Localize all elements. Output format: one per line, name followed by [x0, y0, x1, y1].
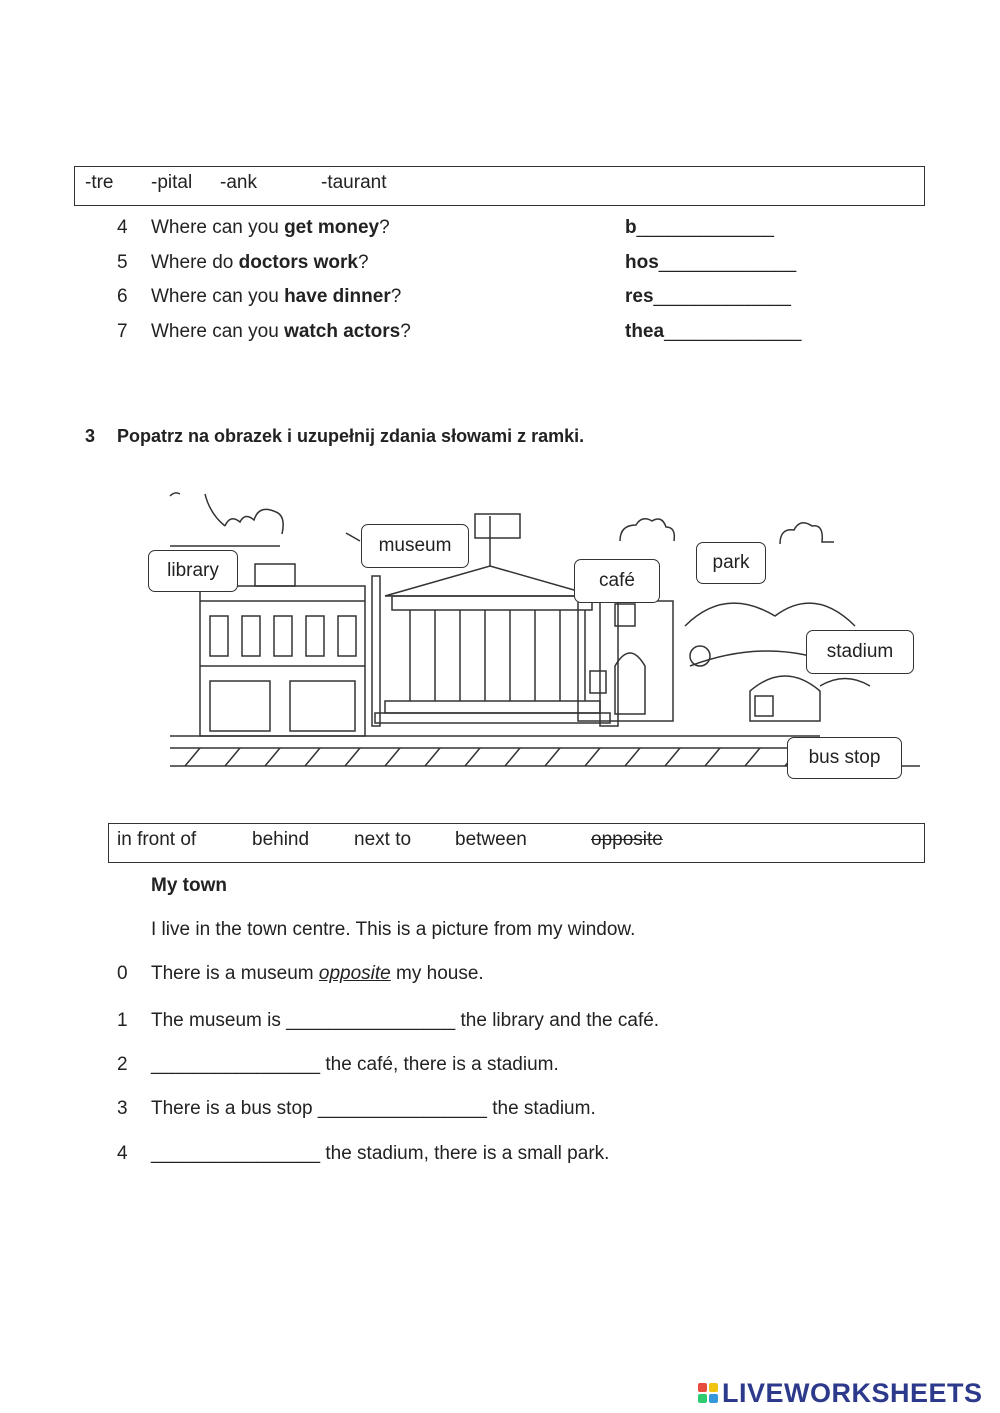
logo-square	[709, 1394, 718, 1403]
sentence: There is a museum opposite my house.	[151, 963, 484, 984]
logo-square	[698, 1383, 707, 1392]
example-answer: opposite	[318, 963, 391, 984]
word-box-item: -taurant	[321, 172, 387, 193]
sentence-number: 1	[117, 1010, 128, 1031]
question-number: 6	[117, 286, 128, 307]
question-number: 5	[117, 252, 128, 273]
answer-field[interactable]: hos_____________	[625, 252, 797, 273]
sentence-number: 2	[117, 1054, 128, 1075]
question-text: Where can you have dinner?	[151, 286, 402, 307]
word-box-item: -ank	[220, 172, 257, 193]
text-title: My town	[151, 875, 227, 896]
answer-field[interactable]: res_____________	[625, 286, 791, 307]
label-museum: museum	[361, 524, 469, 568]
answer-blank[interactable]: ________________	[317, 1098, 487, 1119]
label-bus-stop: bus stop	[787, 737, 902, 779]
sentence: ________________ the stadium, there is a small park.	[151, 1143, 610, 1164]
logo-square	[709, 1383, 718, 1392]
label-park: park	[696, 542, 766, 584]
text-intro: I live in the town centre. This is a picture from my window.	[151, 919, 636, 940]
answer-field[interactable]: thea_____________	[625, 321, 802, 342]
sentence: ________________ the café, there is a stadium.	[151, 1054, 559, 1075]
answer-field[interactable]: b_____________	[625, 217, 774, 238]
word-box-suffixes	[74, 166, 925, 206]
logo-icon	[698, 1383, 718, 1403]
sentence-number: 3	[117, 1098, 128, 1119]
word-box-item: next to	[354, 829, 412, 850]
sentence-number: 0	[117, 963, 128, 984]
question-text: Where can you watch actors?	[151, 321, 411, 342]
label-cafe: café	[574, 559, 660, 603]
word-box-item: -tre	[85, 172, 114, 193]
question-number: 7	[117, 321, 128, 342]
question-row	[117, 217, 128, 239]
word-box-item: behind	[252, 829, 310, 850]
label-library: library	[148, 550, 238, 592]
word-box-item: in front of	[117, 829, 197, 850]
word-box-item-used: opposite	[591, 829, 663, 850]
question-text: Where do doctors work?	[151, 252, 369, 273]
logo-text: LIVEWORKSHEETS	[722, 1377, 983, 1408]
question-row	[117, 321, 128, 343]
word-box-item: -pital	[151, 172, 193, 193]
word-box-item: between	[455, 829, 527, 850]
liveworksheets-logo[interactable]	[698, 1378, 983, 1408]
question-row	[117, 286, 128, 308]
answer-blank[interactable]: ________________	[151, 1054, 321, 1075]
sentence-number: 4	[117, 1143, 128, 1164]
sentence: The museum is ________________ the library and the café.	[151, 1010, 660, 1031]
question-text: Where can you get money?	[151, 217, 390, 238]
question-row	[117, 252, 128, 274]
exercise-instruction: Popatrz na obrazek i uzupełnij zdania słowami z ramki.	[117, 426, 585, 446]
word-box-prepositions	[108, 823, 925, 863]
answer-blank[interactable]: ________________	[286, 1010, 456, 1031]
logo-square	[698, 1394, 707, 1403]
exercise-number: 3	[85, 426, 96, 446]
sentence: There is a bus stop ________________ the stadium.	[151, 1098, 596, 1119]
answer-blank[interactable]: ________________	[151, 1143, 321, 1164]
question-number: 4	[117, 217, 128, 238]
label-stadium: stadium	[806, 630, 914, 674]
